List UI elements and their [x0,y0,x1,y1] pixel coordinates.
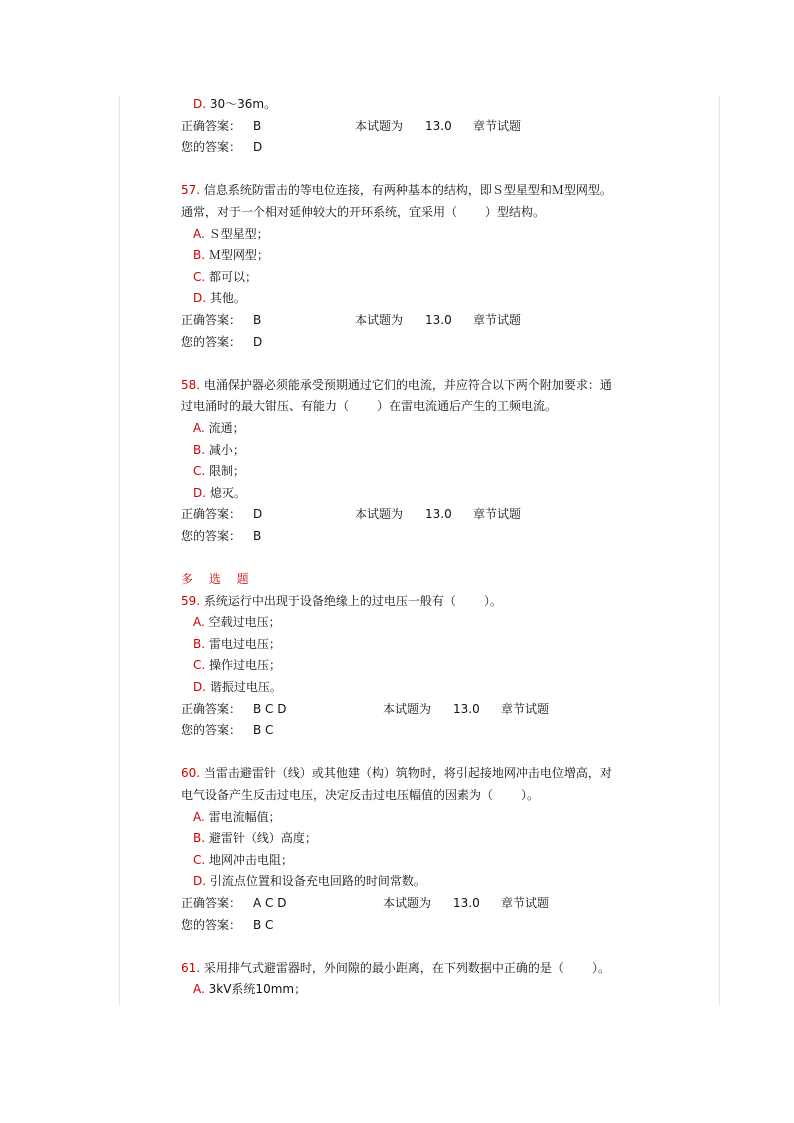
question-60-stem-cont [181,785,661,807]
question-text: 当雷击避雷针（线）或其他建（构）筑物时，将引起接地网冲击电位增高，对 [203,766,612,781]
your-answer-label: 您的答案： [181,723,242,738]
score-label: 本试题为 [383,701,432,716]
your-answer-value: B C [253,723,274,738]
option-letter: D. [193,680,207,695]
your-answer-label: 您的答案： [181,528,242,543]
question-text: 电涌保护器必须能承受预期通过它们的电流，并应符合以下两个附加要求：通 [203,377,612,392]
option-b [181,634,661,656]
your-answer-value: B C [253,917,274,932]
score-value: 13.0 [425,118,452,133]
question-text: 信息系统防雷击的等电位连接，有两种基本的结构，即Ｓ型星型和Ｍ型网型。 [203,183,612,198]
option-text: 空载过电压； [208,615,281,630]
your-answer-label: 您的答案： [181,334,242,349]
question-57-stem [181,180,661,202]
option-letter: A. [193,982,205,997]
correct-answer-label: 正确答案： [181,312,242,327]
option-a [181,612,661,634]
option-letter: B. [193,831,206,846]
option-text: 30～36m。 [209,97,277,111]
option-text: 避雷针（线）高度； [208,831,317,846]
option-a [181,224,661,246]
option-b [181,245,661,267]
option-text: 操作过电压； [209,658,282,673]
chapter-label: 章节试题 [473,118,522,133]
score-label: 本试题为 [383,895,432,910]
option-text: Ｍ型网型； [208,248,269,263]
question-number: 58. [181,377,201,392]
your-answer-value: B [253,528,262,543]
exam-content [181,94,661,1001]
section-heading-multi-select: 多 选 题 [181,572,255,587]
option-a [181,418,661,440]
correct-answer-row [181,699,661,721]
option-b [181,440,661,462]
question-text: ）。 [521,788,540,802]
chapter-label: 章节试题 [501,701,550,716]
correct-answer-row [181,504,661,526]
correct-answer-value: D [253,507,263,522]
your-answer-row [181,915,661,937]
your-answer-row [181,526,661,548]
score-value: 13.0 [453,701,480,716]
your-answer-label: 您的答案： [181,917,242,932]
option-letter: C. [193,464,206,479]
option-d [181,288,661,310]
option-c [181,850,661,872]
your-answer-row [181,332,661,354]
question-number: 60. [181,766,201,781]
score-value: 13.0 [453,895,480,910]
option-letter: C. [193,269,206,284]
question-text: ）。 [591,960,610,975]
option-letter: D. [193,97,207,111]
option-letter: A. [193,809,205,824]
correct-answer-label: 正确答案： [181,701,242,716]
your-answer-label: 您的答案： [181,140,242,155]
question-58-stem-cont [181,396,661,418]
option-letter: C. [193,658,206,673]
question-number: 61. [181,960,201,975]
option-c [181,655,661,677]
question-number: 57. [181,183,201,198]
option-a [181,807,661,829]
option-letter: C. [193,852,206,867]
correct-answer-row [181,893,661,915]
question-text: ）在雷电流通后产生的工频电流。 [377,399,558,414]
option-text: 熄灭。 [209,485,246,500]
your-answer-value: D [253,140,263,155]
option-text: Ｓ型星型； [208,226,269,241]
question-text: 采用排气式避雷器时，外间隙的最小距离，在下列数据中正确的是（ [203,960,564,975]
option-letter: D. [193,291,207,306]
question-text: 电气设备产生反击过电压，决定反击过电压幅值的因素为（ [181,788,494,802]
question-number: 59. [181,593,201,608]
correct-answer-row [181,310,661,332]
option-text: 都可以； [209,269,258,284]
option-text: 3kV系统10mm； [208,982,307,997]
question-60-stem [181,763,661,785]
score-label: 本试题为 [355,507,404,522]
correct-answer-value: B [253,118,262,133]
score-value: 13.0 [425,312,452,327]
option-c [181,461,661,483]
option-letter: A. [193,420,205,435]
your-answer-value: D [253,334,263,349]
your-answer-row [181,137,661,159]
your-answer-row [181,720,661,742]
correct-answer-label: 正确答案： [181,118,242,133]
chapter-label: 章节试题 [501,895,550,910]
question-text: 通常，对于一个相对延伸较大的开环系统，宜采用（ [181,204,458,219]
question-57-stem-cont [181,202,661,224]
option-text: 限制； [209,464,246,479]
question-61-stem [181,958,661,980]
option-a [181,979,661,1001]
option-text: 减小； [208,442,245,457]
option-text: 雷电过电压； [208,636,281,651]
question-text: 系统运行中出现于设备绝缘上的过电压一般有（ [203,593,456,608]
option-letter: D. [193,874,207,889]
option-d [181,871,661,893]
option-text: 雷电流幅值； [208,809,281,824]
option-letter: B. [193,442,206,457]
correct-answer-row [181,116,661,138]
option-text: 谐振过电压。 [209,680,282,695]
correct-answer-value: A C D [253,895,287,910]
option-letter: D. [193,485,207,500]
option-text: 其他。 [209,291,246,306]
question-text: 过电涌时的最大钳压、有能力（ [181,399,350,414]
score-label: 本试题为 [355,118,404,133]
option-letter: A. [193,615,205,630]
question-text: ）型结构。 [485,204,546,219]
option-d [181,483,661,505]
chapter-label: 章节试题 [473,312,522,327]
chapter-label: 章节试题 [473,507,522,522]
score-label: 本试题为 [355,312,404,327]
option-letter: A. [193,226,205,241]
correct-answer-label: 正确答案： [181,895,242,910]
question-59-stem [181,591,661,613]
option-b [181,828,661,850]
question-text: ）。 [483,593,502,608]
option-letter: B. [193,636,206,651]
option-d [181,94,661,116]
option-text: 流通； [208,420,245,435]
correct-answer-value: B [253,312,262,327]
score-value: 13.0 [425,507,452,522]
option-c [181,267,661,289]
option-text: 地网冲击电阻； [209,852,294,867]
correct-answer-label: 正确答案： [181,507,242,522]
option-text: 引流点位置和设备充电回路的时间常数。 [209,874,426,889]
question-58-stem [181,375,661,397]
correct-answer-value: B C D [253,701,287,716]
option-d [181,677,661,699]
option-letter: B. [193,248,206,263]
